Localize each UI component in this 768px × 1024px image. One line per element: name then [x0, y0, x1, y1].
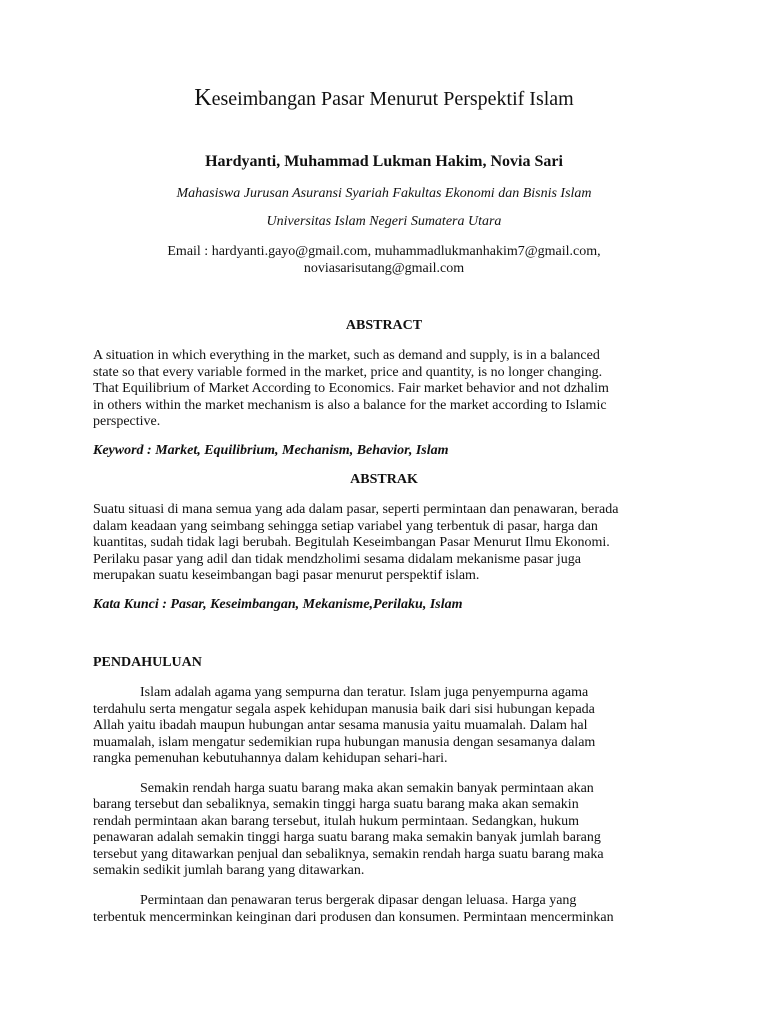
paragraph-line: semakin sedikit jumlah barang yang ditawarkan. [93, 863, 365, 878]
paragraph-line: barang tersebut dan sebaliknya, semakin tinggi harga suatu barang maka akan semakin [93, 797, 579, 812]
author-list: Hardyanti, Muhammad Lukman Hakim, Novia Sari [205, 153, 563, 170]
title-rest: eseimbangan Pasar Menurut Perspektif Islam [211, 88, 574, 110]
paragraph-line: rangka pemenuhan kebutuhannya dalam kehidupan sehari-hari. [93, 751, 448, 766]
abstract-line: A situation in which everything in the market, such as demand and supply, is in a balanced [93, 348, 600, 363]
paragraph-line: Semakin rendah harga suatu barang maka akan semakin banyak permintaan akan [140, 781, 594, 796]
abstrak-keywords: Kata Kunci : Pasar, Keseimbangan, Mekanisme,Perilaku, Islam [93, 597, 463, 612]
paragraph-line: terdahulu serta mengatur segala aspek kehidupan manusia baik dari sisi hubungan kepada [93, 702, 595, 717]
abstrak-line: dalam keadaan yang seimbang sehingga setiap variabel yang terbentuk di pasar, harga dan [93, 519, 598, 534]
abstract-line: That Equilibrium of Market According to Economics. Fair market behavior and not dzhalim [93, 381, 609, 396]
abstract-line: state so that every variable formed in the market, price and quantity, is no longer changing. [93, 365, 603, 380]
paragraph-line: Islam adalah agama yang sempurna dan teratur. Islam juga penyempurna agama [140, 685, 589, 700]
affiliation-department: Mahasiswa Jurusan Asuransi Syariah Fakultas Ekonomi dan Bisnis Islam [176, 186, 592, 201]
email-line-2: noviasarisutang@gmail.com [303, 261, 465, 276]
abstract-line: perspective. [93, 414, 161, 429]
abstrak-line: Suatu situasi di mana semua yang ada dalam pasar, seperti permintaan dan penawaran, berada [93, 502, 619, 517]
paragraph-line: terbentuk mencerminkan keinginan dari produsen dan konsumen. Permintaan mencerminkan [93, 910, 614, 925]
paragraph-line: tersebut yang ditawarkan penjual dan sebaliknya, semakin rendah harga suatu barang maka [93, 847, 604, 862]
abstrak-line: merupakan suatu keseimbangan bagi pasar menurut perspektif islam. [93, 568, 480, 583]
paragraph-line: rendah permintaan akan barang tersebut, itulah hukum permintaan. Sedangkan, hukum [93, 814, 579, 829]
abstract-keywords: Keyword : Market, Equilibrium, Mechanism, Behavior, Islam [93, 443, 449, 458]
section-heading-pendahuluan: PENDAHULUAN [93, 655, 202, 670]
affiliation-university: Universitas Islam Negeri Sumatera Utara [266, 214, 502, 229]
paragraph-line: muamalah, islam mengatur sedemikian rupa hubungan manusia dengan sesamanya dalam [93, 735, 596, 750]
paragraph-line: Permintaan dan penawaran terus bergerak dipasar dengan leluasa. Harga yang [140, 893, 577, 908]
email-line-1: Email : hardyanti.gayo@gmail.com, muhammadlukmanhakim7@gmail.com, [167, 244, 601, 259]
paragraph-line: penawaran adalah semakin tinggi harga suatu barang maka semakin banyak jumlah barang [93, 830, 601, 845]
abstract-heading: ABSTRACT [345, 318, 423, 333]
abstrak-line: Perilaku pasar yang adil dan tidak mendzholimi sesama didalam mekanisme pasar juga [93, 552, 581, 567]
abstract-line: in others within the market mechanism is also a balance for the market according to Islamic [93, 398, 607, 413]
title-first-letter: K [194, 85, 212, 111]
paper-title [0, 86, 768, 111]
paragraph-line: Allah yaitu ibadah maupun hubungan antar sesama manusia yaitu muamalah. Dalam hal [93, 718, 588, 733]
abstrak-line: kuantitas, sudah tidak lagi berubah. Begitulah Keseimbangan Pasar Menurut Ilmu Ekonomi. [93, 535, 610, 550]
abstrak-heading: ABSTRAK [350, 472, 418, 487]
